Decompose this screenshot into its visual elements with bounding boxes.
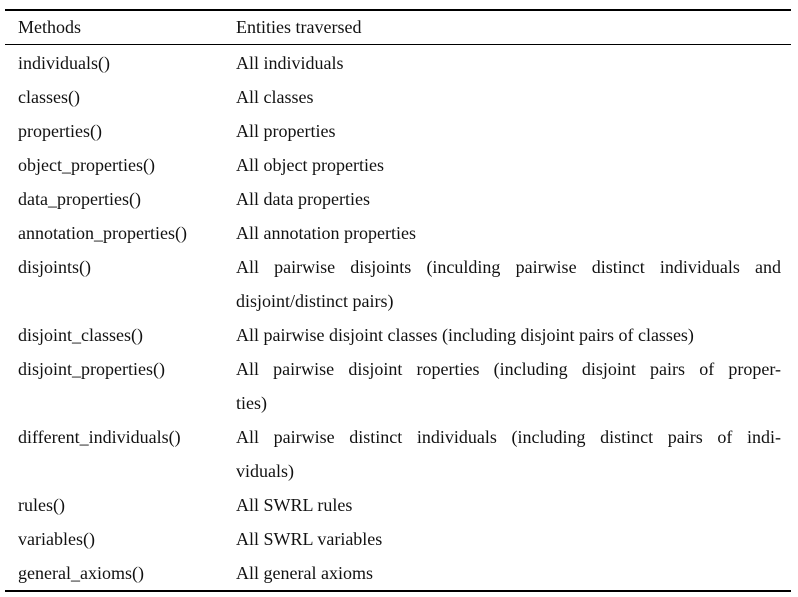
entities-line: ties) [236, 393, 267, 413]
entities-line: All data properties [236, 189, 370, 209]
method-name: variables() [18, 529, 95, 549]
method-name: disjoint_properties() [18, 359, 165, 379]
entities-line: All object properties [236, 155, 384, 175]
entities-description [236, 522, 781, 556]
entities-description [236, 318, 781, 352]
entities-line: All pairwise distinct individuals (including distinct pairs of indi- [236, 427, 781, 447]
entities-description [236, 250, 781, 318]
entities-line: All annotation properties [236, 223, 416, 243]
method-name: individuals() [18, 53, 110, 73]
entities-line: All pairwise disjoint roperties (including disjoint pairs of proper- [236, 359, 781, 379]
entities-description [236, 488, 781, 522]
entities-description [236, 148, 781, 182]
method-name: disjoints() [18, 257, 92, 277]
entities-line: All individuals [236, 53, 344, 73]
header-rule [5, 44, 791, 45]
entities-line: All SWRL variables [236, 529, 383, 549]
entities-description [236, 80, 781, 114]
entities-description [236, 182, 781, 216]
method-name: data_properties() [18, 189, 141, 209]
header-methods: Methods [18, 17, 81, 37]
entities-line: All properties [236, 121, 336, 141]
entities-description [236, 556, 781, 590]
entities-line: All pairwise disjoints (inculding pairwise distinct individuals and [236, 257, 781, 277]
method-name: different_individuals() [18, 427, 181, 447]
header-entities: Entities traversed [236, 17, 362, 37]
entities-line: All pairwise disjoint classes (including disjoint pairs of classes) [236, 325, 694, 345]
method-name: classes() [18, 87, 80, 107]
entities-description [236, 352, 781, 420]
method-name: properties() [18, 121, 102, 141]
entities-description [236, 114, 781, 148]
entities-description [236, 420, 781, 488]
entities-description [236, 46, 781, 80]
method-name: disjoint_classes() [18, 325, 143, 345]
entities-line: All SWRL rules [236, 495, 353, 515]
bottom-rule [5, 590, 791, 592]
entities-line: disjoint/distinct pairs) [236, 291, 394, 311]
entities-description [236, 216, 781, 250]
method-name: general_axioms() [18, 563, 144, 583]
entities-line: All general axioms [236, 563, 373, 583]
method-name: object_properties() [18, 155, 155, 175]
method-name: annotation_properties() [18, 223, 187, 243]
entities-line: All classes [236, 87, 314, 107]
method-name: rules() [18, 495, 65, 515]
entities-line: viduals) [236, 461, 294, 481]
